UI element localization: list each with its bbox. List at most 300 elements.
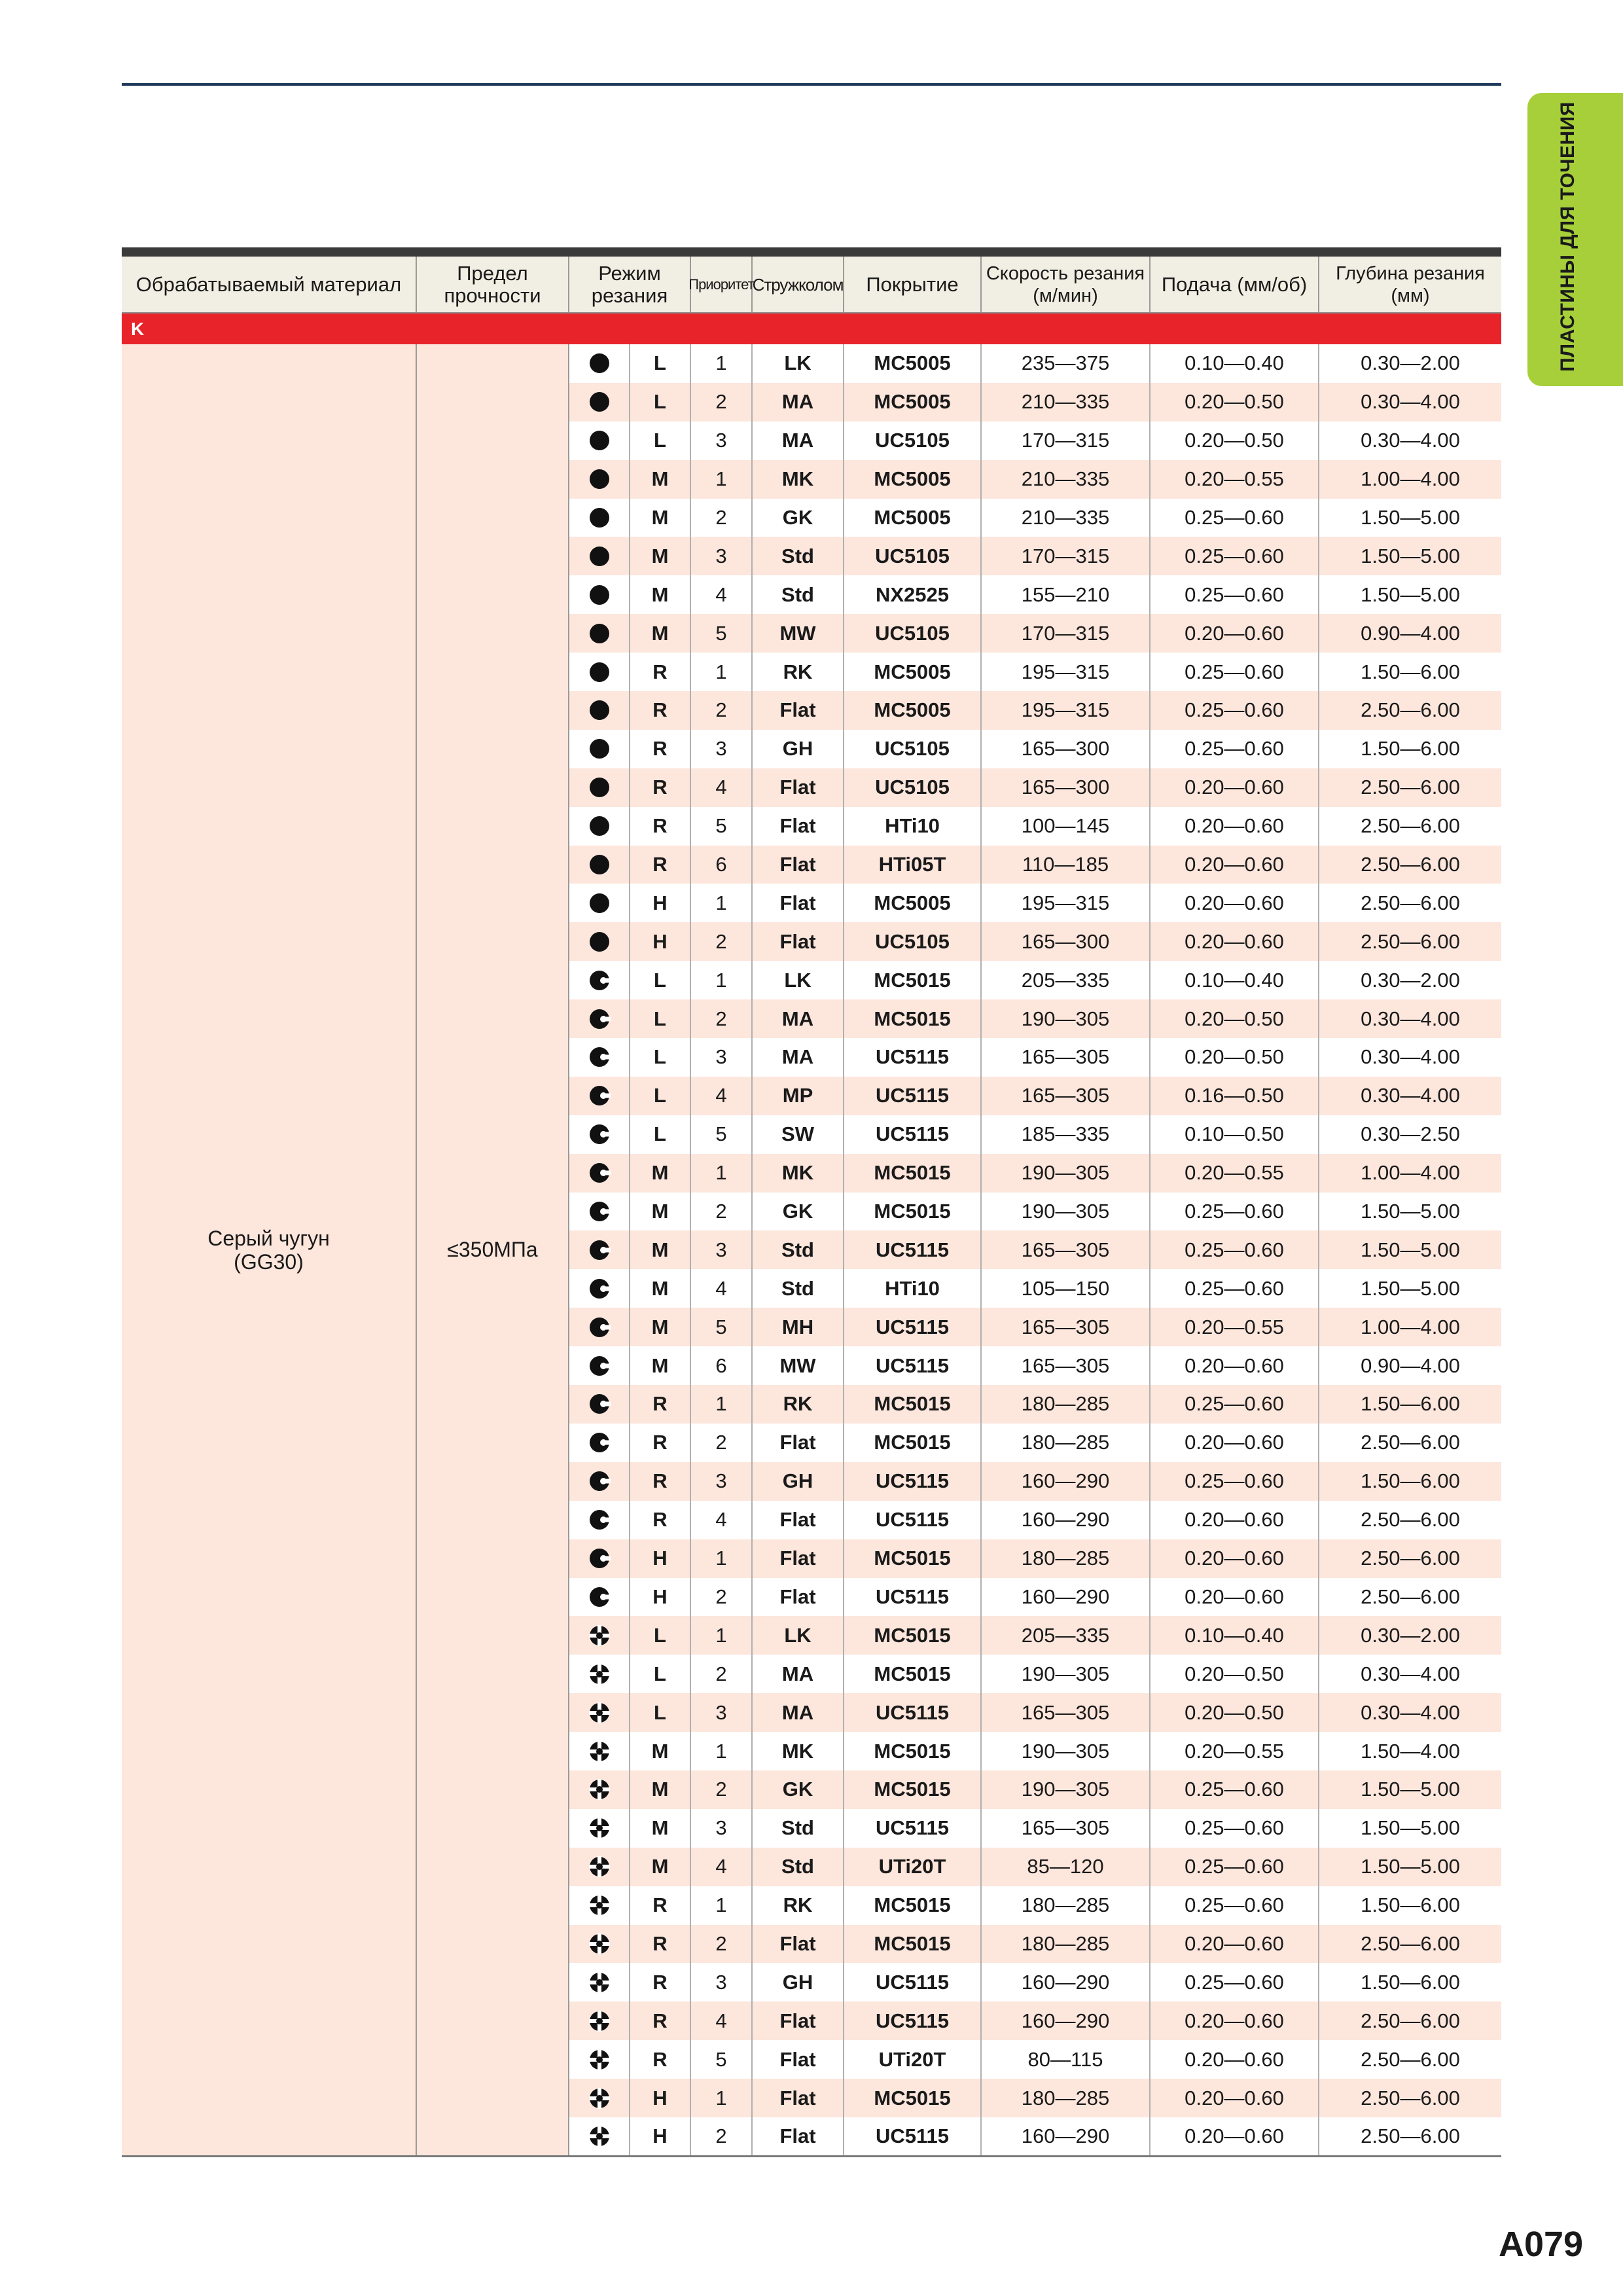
cutting-mode-cell: L (630, 1115, 691, 1154)
cutting-mode-cell: M (630, 1770, 691, 1809)
priority-cell: 2 (691, 1925, 753, 1964)
cutting-mode-cell: L (630, 961, 691, 999)
notched-circle-icon (569, 1578, 630, 1617)
cutting-speed-cell: 195—315 (982, 691, 1150, 730)
cross-clover-icon (569, 1655, 630, 1693)
chipbreaker-cell: Flat (753, 846, 844, 884)
chipbreaker-cell: LK (753, 1616, 844, 1655)
cutting-mode-cell: R (630, 768, 691, 807)
table-row (569, 730, 1501, 768)
chipbreaker-cell: Flat (753, 768, 844, 807)
priority-cell: 5 (691, 1115, 753, 1154)
priority-cell: 5 (691, 807, 753, 846)
notched-circle-icon (569, 1462, 630, 1501)
header-strength: Предел прочности (417, 257, 569, 312)
notched-circle-icon (569, 999, 630, 1038)
feed-rate-cell: 0.25—0.60 (1150, 1770, 1319, 1809)
material-name: Серый чугун (207, 1226, 330, 1250)
table-top-bar (122, 247, 1501, 257)
section-tab-label: ПЛАСТИНЫ ДЛЯ ТОЧЕНИЯ (1557, 101, 1578, 372)
cutting-speed-cell: 190—305 (982, 1655, 1150, 1693)
feed-rate-cell: 0.25—0.60 (1150, 1193, 1319, 1231)
priority-cell: 4 (691, 2001, 753, 2040)
depth-of-cut-cell: 1.50—5.00 (1361, 1855, 1460, 1878)
table-row (569, 1193, 1501, 1231)
chipbreaker-cell: GK (753, 1193, 844, 1231)
depth-of-cut-cell: 0.30—4.00 (1361, 1662, 1460, 1685)
table-header (122, 257, 1501, 314)
depth-of-cut-cell: 0.30—2.50 (1361, 1122, 1460, 1146)
cutting-speed-cell: 180—285 (982, 1925, 1150, 1964)
priority-cell: 1 (691, 961, 753, 999)
chipbreaker-cell: Flat (753, 2117, 844, 2156)
solid-circle-icon (569, 344, 630, 383)
table-row (569, 1809, 1501, 1848)
feed-rate-cell: 0.10—0.40 (1150, 961, 1319, 999)
cutting-speed-cell: 110—185 (982, 846, 1150, 884)
feed-rate-cell: 0.25—0.60 (1150, 653, 1319, 691)
cutting-mode-cell: L (630, 422, 691, 460)
feed-rate-cell: 0.10—0.40 (1150, 344, 1319, 383)
priority-cell: 2 (691, 922, 753, 961)
coating-cell: UC5115 (844, 1693, 982, 1732)
feed-rate-cell: 0.25—0.60 (1150, 1963, 1319, 2001)
cross-clover-icon (569, 2117, 630, 2156)
priority-cell: 3 (691, 1230, 753, 1269)
coating-cell: MC5015 (844, 999, 982, 1038)
coating-cell: UC5115 (844, 1230, 982, 1269)
feed-rate-cell: 0.25—0.60 (1150, 730, 1319, 768)
priority-cell: 4 (691, 1501, 753, 1539)
table-row (569, 1154, 1501, 1193)
priority-cell: 4 (691, 575, 753, 614)
chipbreaker-cell: RK (753, 1385, 844, 1424)
feed-rate-cell: 0.20—0.60 (1150, 1539, 1319, 1578)
feed-rate-cell: 0.20—0.60 (1150, 884, 1319, 922)
cross-clover-icon (569, 1963, 630, 2001)
cutting-mode-cell: L (630, 999, 691, 1038)
cutting-speed-cell: 190—305 (982, 1770, 1150, 1809)
cutting-speed-cell: 160—290 (982, 1462, 1150, 1501)
table-row (569, 422, 1501, 460)
feed-rate-cell: 0.20—0.50 (1150, 1655, 1319, 1693)
strength-cell: ≤350МПа (417, 344, 569, 2155)
priority-cell: 3 (691, 1462, 753, 1501)
table-row (569, 575, 1501, 614)
priority-cell: 1 (691, 1154, 753, 1193)
feed-rate-cell: 0.20—0.60 (1150, 1925, 1319, 1964)
depth-of-cut-cell: 2.50—6.00 (1361, 2047, 1460, 2071)
depth-of-cut-cell: 0.30—4.00 (1361, 1084, 1460, 1107)
chipbreaker-cell: Std (753, 1848, 844, 1886)
cutting-speed-cell: 165—300 (982, 768, 1150, 807)
cutting-mode-cell: M (630, 1193, 691, 1231)
material-grade: (GG30) (234, 1249, 304, 1274)
table-row (569, 383, 1501, 422)
depth-of-cut-cell: 0.90—4.00 (1361, 621, 1460, 645)
depth-of-cut-cell: 1.50—5.00 (1361, 1778, 1460, 1801)
coating-cell: UC5105 (844, 768, 982, 807)
depth-of-cut-cell: 1.50—6.00 (1361, 1970, 1460, 1994)
header-feed: Подача (мм/об) (1150, 257, 1319, 312)
depth-of-cut-cell: 1.50—5.00 (1361, 506, 1460, 529)
cutting-mode-cell: M (630, 614, 691, 653)
coating-cell: UC5115 (844, 1809, 982, 1848)
solid-circle-icon (569, 422, 630, 460)
cutting-speed-cell: 180—285 (982, 1539, 1150, 1578)
table-row (569, 460, 1501, 499)
cross-clover-icon (569, 1809, 630, 1848)
coating-cell: MC5015 (844, 1154, 982, 1193)
cutting-mode-cell: M (630, 499, 691, 537)
table-row (569, 1308, 1501, 1346)
cross-clover-icon (569, 2040, 630, 2079)
feed-rate-cell: 0.20—0.50 (1150, 422, 1319, 460)
priority-cell: 3 (691, 1809, 753, 1848)
cross-clover-icon (569, 1732, 630, 1770)
coating-cell: UC5105 (844, 614, 982, 653)
depth-of-cut-cell: 1.50—6.00 (1361, 1469, 1460, 1493)
table-row (569, 2040, 1501, 2079)
priority-cell: 4 (691, 1077, 753, 1115)
cutting-mode-cell: L (630, 1616, 691, 1655)
chipbreaker-cell: Flat (753, 1925, 844, 1964)
coating-cell: MC5005 (844, 460, 982, 499)
priority-cell: 3 (691, 422, 753, 460)
chipbreaker-cell: MA (753, 383, 844, 422)
page-number: A079 (1499, 2225, 1584, 2264)
coating-cell: HTi05T (844, 846, 982, 884)
priority-cell: 4 (691, 1848, 753, 1886)
depth-of-cut-cell: 1.50—6.00 (1361, 1392, 1460, 1416)
solid-circle-icon (569, 730, 630, 768)
coating-cell: UC5105 (844, 922, 982, 961)
cutting-speed-cell: 190—305 (982, 1193, 1150, 1231)
cutting-speed-cell: 160—290 (982, 1578, 1150, 1617)
priority-cell: 2 (691, 999, 753, 1038)
chipbreaker-cell: GK (753, 1770, 844, 1809)
feed-rate-cell: 0.20—0.50 (1150, 999, 1319, 1038)
cutting-speed-cell: 165—300 (982, 922, 1150, 961)
cutting-speed-cell: 190—305 (982, 1732, 1150, 1770)
depth-of-cut-cell: 1.00—4.00 (1361, 467, 1460, 491)
coating-cell: MC5005 (844, 691, 982, 730)
cutting-mode-cell: M (630, 537, 691, 575)
cutting-mode-cell: R (630, 653, 691, 691)
priority-cell: 3 (691, 730, 753, 768)
chipbreaker-cell: Std (753, 537, 844, 575)
cutting-speed-cell: 105—150 (982, 1269, 1150, 1308)
feed-rate-cell: 0.25—0.60 (1150, 537, 1319, 575)
table-row (569, 1848, 1501, 1886)
header-material: Обрабатываемый материал (122, 257, 417, 312)
cutting-speed-cell: 165—305 (982, 1693, 1150, 1732)
depth-of-cut-cell: 0.30—2.00 (1361, 968, 1460, 992)
depth-of-cut-cell: 1.50—5.00 (1361, 1276, 1460, 1300)
feed-rate-cell: 0.25—0.60 (1150, 691, 1319, 730)
priority-cell: 2 (691, 1655, 753, 1693)
coating-cell: UC5115 (844, 1501, 982, 1539)
feed-rate-cell: 0.20—0.60 (1150, 1424, 1319, 1462)
priority-cell: 1 (691, 1732, 753, 1770)
chipbreaker-cell: Std (753, 1230, 844, 1269)
chipbreaker-cell: Std (753, 1269, 844, 1308)
cutting-mode-cell: R (630, 2001, 691, 2040)
coating-cell: MC5005 (844, 344, 982, 383)
cross-clover-icon (569, 1770, 630, 1809)
feed-rate-cell: 0.20—0.60 (1150, 614, 1319, 653)
coating-cell: MC5015 (844, 1732, 982, 1770)
solid-circle-icon (569, 537, 630, 575)
chipbreaker-cell: SW (753, 1115, 844, 1154)
notched-circle-icon (569, 961, 630, 999)
notched-circle-icon (569, 1346, 630, 1385)
cutting-speed-cell: 205—335 (982, 1616, 1150, 1655)
feed-rate-cell: 0.20—0.55 (1150, 1154, 1319, 1193)
coating-cell: UC5105 (844, 730, 982, 768)
coating-cell: MC5005 (844, 653, 982, 691)
cutting-mode-cell: R (630, 1963, 691, 2001)
table-row (569, 1886, 1501, 1925)
feed-rate-cell: 0.10—0.50 (1150, 1115, 1319, 1154)
solid-circle-icon (569, 922, 630, 961)
depth-of-cut-cell: 0.30—4.00 (1361, 429, 1460, 452)
feed-rate-cell: 0.25—0.60 (1150, 499, 1319, 537)
feed-rate-cell: 0.20—0.50 (1150, 1693, 1319, 1732)
cutting-speed-cell: 165—305 (982, 1346, 1150, 1385)
chipbreaker-cell: MH (753, 1308, 844, 1346)
coating-cell: NX2525 (844, 575, 982, 614)
priority-cell: 3 (691, 1038, 753, 1077)
priority-cell: 1 (691, 1385, 753, 1424)
material-cell (122, 344, 417, 2155)
chipbreaker-cell: MA (753, 422, 844, 460)
feed-rate-cell: 0.20—0.60 (1150, 846, 1319, 884)
feed-rate-cell: 0.10—0.40 (1150, 1616, 1319, 1655)
feed-rate-cell: 0.20—0.50 (1150, 383, 1319, 422)
cutting-mode-cell: R (630, 1886, 691, 1925)
depth-of-cut-cell: 2.50—6.00 (1361, 853, 1460, 876)
coating-cell: UC5115 (844, 1462, 982, 1501)
table-row (569, 807, 1501, 846)
feed-rate-cell: 0.20—0.60 (1150, 768, 1319, 807)
chipbreaker-cell: MA (753, 1655, 844, 1693)
depth-of-cut-cell: 0.90—4.00 (1361, 1354, 1460, 1377)
priority-cell: 1 (691, 460, 753, 499)
table-row (569, 999, 1501, 1038)
feed-rate-cell: 0.20—0.55 (1150, 1308, 1319, 1346)
depth-of-cut-cell: 2.50—6.00 (1361, 1585, 1460, 1608)
chipbreaker-cell: MW (753, 614, 844, 653)
priority-cell: 1 (691, 1886, 753, 1925)
depth-of-cut-cell: 2.50—6.00 (1361, 2125, 1460, 2148)
cutting-speed-cell: 195—315 (982, 884, 1150, 922)
coating-cell: MC5015 (844, 1655, 982, 1693)
feed-rate-cell: 0.25—0.60 (1150, 1848, 1319, 1886)
chipbreaker-cell: GH (753, 730, 844, 768)
solid-circle-icon (569, 691, 630, 730)
table-body (569, 344, 1501, 2156)
cutting-mode-cell: R (630, 1925, 691, 1964)
priority-cell: 2 (691, 2117, 753, 2156)
coating-cell: UC5115 (844, 1578, 982, 1617)
table-row (569, 1424, 1501, 1462)
table-row (569, 1539, 1501, 1578)
feed-rate-cell: 0.25—0.60 (1150, 1230, 1319, 1269)
feed-rate-cell: 0.25—0.60 (1150, 1385, 1319, 1424)
feed-rate-cell: 0.25—0.60 (1150, 575, 1319, 614)
chipbreaker-cell: Flat (753, 884, 844, 922)
coating-cell: MC5015 (844, 961, 982, 999)
table-row (569, 2001, 1501, 2040)
depth-of-cut-cell: 0.30—4.00 (1361, 1007, 1460, 1030)
coating-cell: UTi20T (844, 1848, 982, 1886)
coating-cell: UTi20T (844, 2040, 982, 2079)
priority-cell: 1 (691, 1539, 753, 1578)
cutting-speed-cell: 165—305 (982, 1230, 1150, 1269)
depth-of-cut-cell: 2.50—6.00 (1361, 814, 1460, 838)
cutting-mode-cell: M (630, 1230, 691, 1269)
priority-cell: 2 (691, 499, 753, 537)
solid-circle-icon (569, 499, 630, 537)
cutting-mode-cell: M (630, 575, 691, 614)
cutting-speed-cell: 205—335 (982, 961, 1150, 999)
table-row (569, 614, 1501, 653)
solid-circle-icon (569, 383, 630, 422)
depth-of-cut-cell: 1.50—5.00 (1361, 1816, 1460, 1840)
coating-cell: UC5105 (844, 422, 982, 460)
table-row (569, 2079, 1501, 2117)
chipbreaker-cell: Flat (753, 1578, 844, 1617)
chipbreaker-cell: MA (753, 1038, 844, 1077)
cutting-mode-cell: R (630, 1462, 691, 1501)
header-priority: Приоритет (691, 257, 753, 312)
chipbreaker-cell: Flat (753, 807, 844, 846)
priority-cell: 4 (691, 1269, 753, 1308)
depth-of-cut-cell: 0.30—2.00 (1361, 351, 1460, 375)
notched-circle-icon (569, 1077, 630, 1115)
cutting-mode-cell: H (630, 1578, 691, 1617)
cutting-mode-cell: R (630, 691, 691, 730)
table-row (569, 1269, 1501, 1308)
cross-clover-icon (569, 1693, 630, 1732)
feed-rate-cell: 0.20—0.55 (1150, 1732, 1319, 1770)
chipbreaker-cell: Flat (753, 922, 844, 961)
table-bottom-rule (122, 2155, 1501, 2157)
cross-clover-icon (569, 2079, 630, 2117)
depth-of-cut-cell: 1.50—5.00 (1361, 583, 1460, 606)
top-rule (122, 83, 1501, 86)
cutting-mode-cell: M (630, 1154, 691, 1193)
chipbreaker-cell: Flat (753, 2001, 844, 2040)
chipbreaker-cell: Flat (753, 1501, 844, 1539)
depth-of-cut-cell: 1.00—4.00 (1361, 1315, 1460, 1338)
depth-of-cut-cell: 0.30—4.00 (1361, 1700, 1460, 1724)
depth-of-cut-cell: 2.50—6.00 (1361, 1431, 1460, 1454)
feed-rate-cell: 0.20—0.60 (1150, 1501, 1319, 1539)
depth-of-cut-cell: 2.50—6.00 (1361, 1508, 1460, 1532)
feed-rate-cell: 0.20—0.55 (1150, 460, 1319, 499)
chipbreaker-cell: Std (753, 1809, 844, 1848)
coating-cell: MC5015 (844, 1770, 982, 1809)
feed-rate-cell: 0.20—0.60 (1150, 2040, 1319, 2079)
cutting-speed-cell: 180—285 (982, 2079, 1150, 2117)
solid-circle-icon (569, 768, 630, 807)
feed-rate-cell: 0.25—0.60 (1150, 1809, 1319, 1848)
notched-circle-icon (569, 1115, 630, 1154)
cutting-speed-cell: 165—300 (982, 730, 1150, 768)
chipbreaker-cell: Flat (753, 2040, 844, 2079)
cutting-speed-cell: 170—315 (982, 537, 1150, 575)
coating-cell: UC5115 (844, 1115, 982, 1154)
table-row (569, 1693, 1501, 1732)
chipbreaker-cell: Flat (753, 691, 844, 730)
cross-clover-icon (569, 1925, 630, 1964)
feed-rate-cell: 0.20—0.60 (1150, 922, 1319, 961)
priority-cell: 1 (691, 344, 753, 383)
feed-rate-cell: 0.25—0.60 (1150, 1462, 1319, 1501)
depth-of-cut-cell: 1.50—6.00 (1361, 1893, 1460, 1917)
coating-cell: MC5015 (844, 1616, 982, 1655)
header-mode: Режим резания (569, 257, 691, 312)
chipbreaker-cell: RK (753, 1886, 844, 1925)
priority-cell: 1 (691, 884, 753, 922)
table-row (569, 537, 1501, 575)
notched-circle-icon (569, 1539, 630, 1578)
header-depth: Глубина резания (мм) (1336, 262, 1485, 306)
cutting-mode-cell: M (630, 1346, 691, 1385)
coating-cell: MC5015 (844, 1424, 982, 1462)
cutting-speed-cell: 180—285 (982, 1424, 1150, 1462)
priority-cell: 1 (691, 1616, 753, 1655)
feed-rate-cell: 0.25—0.60 (1150, 1886, 1319, 1925)
notched-circle-icon (569, 1154, 630, 1193)
depth-of-cut-cell: 2.50—6.00 (1361, 1547, 1460, 1570)
solid-circle-icon (569, 884, 630, 922)
table-row (569, 344, 1501, 383)
priority-cell: 3 (691, 1693, 753, 1732)
depth-of-cut-cell: 2.50—6.00 (1361, 1931, 1460, 1955)
depth-of-cut-cell: 0.30—4.00 (1361, 1045, 1460, 1069)
depth-of-cut-cell: 1.50—4.00 (1361, 1739, 1460, 1763)
feed-rate-cell: 0.20—0.60 (1150, 2001, 1319, 2040)
depth-of-cut-cell: 1.50—5.00 (1361, 1238, 1460, 1261)
cutting-mode-cell: L (630, 1038, 691, 1077)
cutting-speed-cell: 235—375 (982, 344, 1150, 383)
coating-cell: UC5115 (844, 2001, 982, 2040)
chipbreaker-cell: MA (753, 1693, 844, 1732)
coating-cell: HTi10 (844, 1269, 982, 1308)
table-row (569, 499, 1501, 537)
header-coating: Покрытие (844, 257, 982, 312)
chipbreaker-cell: MP (753, 1077, 844, 1115)
priority-cell: 3 (691, 537, 753, 575)
feed-rate-cell: 0.20—0.50 (1150, 1038, 1319, 1077)
chipbreaker-cell: GK (753, 499, 844, 537)
cutting-speed-cell: 165—305 (982, 1077, 1150, 1115)
coating-cell: UC5115 (844, 1308, 982, 1346)
cutting-mode-cell: H (630, 884, 691, 922)
cutting-mode-cell: H (630, 2117, 691, 2156)
chipbreaker-cell: Flat (753, 1424, 844, 1462)
priority-cell: 2 (691, 691, 753, 730)
coating-cell: MC5005 (844, 884, 982, 922)
chipbreaker-cell: MK (753, 1154, 844, 1193)
notched-circle-icon (569, 1193, 630, 1231)
depth-of-cut-cell: 1.50—5.00 (1361, 544, 1460, 567)
depth-of-cut-cell: 1.50—5.00 (1361, 1200, 1460, 1223)
priority-cell: 2 (691, 1193, 753, 1231)
